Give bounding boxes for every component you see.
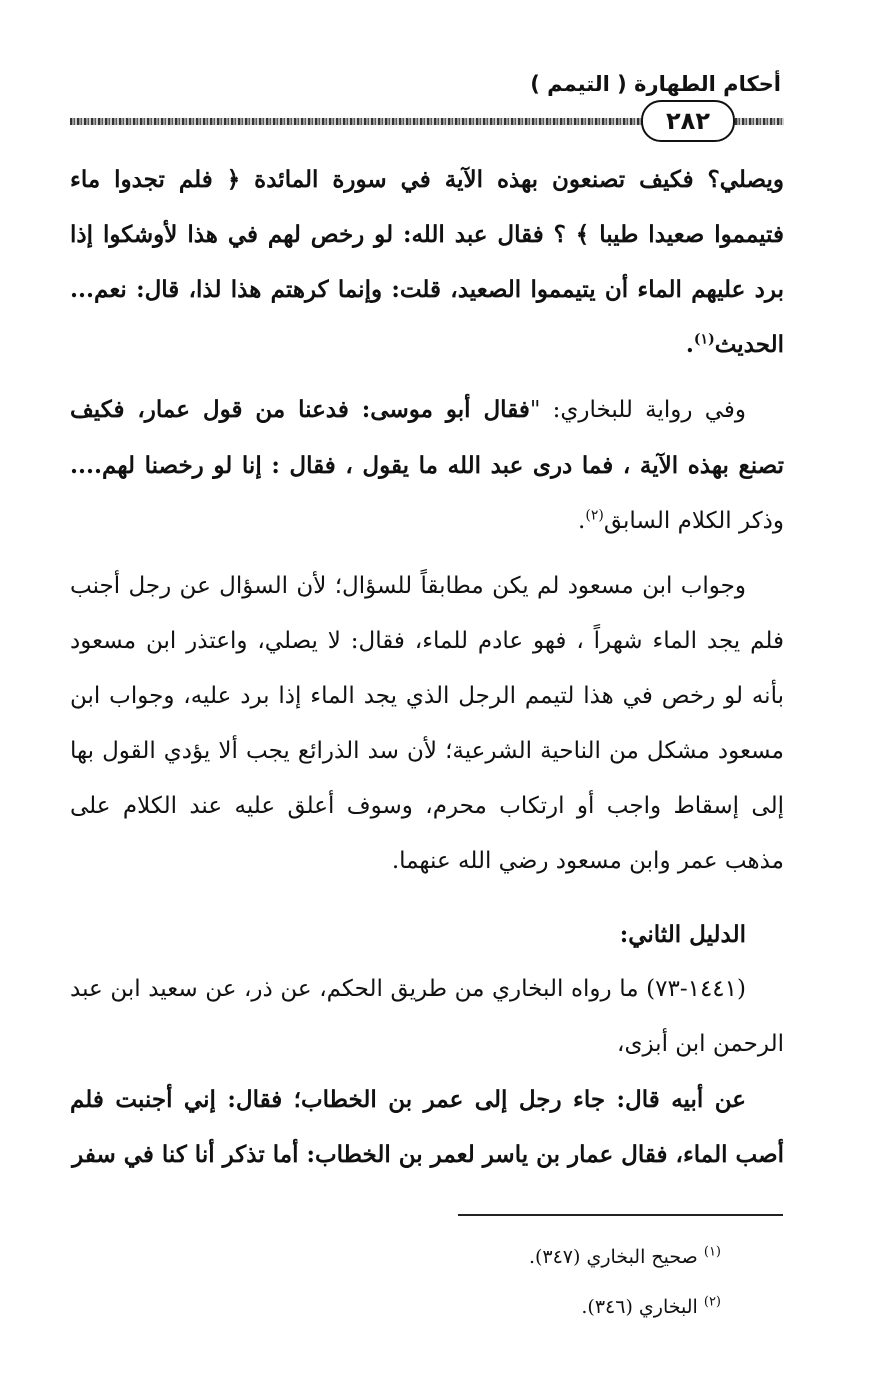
footnotes bbox=[529, 1232, 721, 1332]
footnote-marker: (١) bbox=[703, 1244, 721, 1260]
paragraph-hadith-text: عن أبيه قال: جاء رجل إلى عمر بن الخطاب؛ فقال: إني أجنبت فلم أصب الماء، فقال عمار بن ياسر لعمر بن الخطاب: أما تذكر أنا كنا في سفر bbox=[70, 1086, 784, 1168]
paragraph-hadith-continuation: ويصلي؟ فكيف تصنعون بهذه الآية في سورة المائدة ﴿ فلم تجدوا ماء فتيمموا صعيدا طيبا ﴾ ؟ فقال عبد الله: لو رخص لهم في هذا لأوشكوا إذا برد عليهم الماء أن يتيمموا الصعيد، قلت: وإنما كرهتم هذا لذا، قال: نعم... الحديث$^{(١)}$. bbox=[70, 166, 784, 358]
paragraph-isnad: (١٤٤١-٧٣) ما رواه البخاري من طريق الحكم، عن ذر، عن سعيد ابن عبد الرحمن ابن أبزى، bbox=[70, 976, 784, 1057]
narration-quote: فقال أبو موسى: فدعنا من قول عمار، فكيف تصنع بهذه الآية ، فما درى عبد الله ما يقول ، فقال : إنا لو رخصنا لهم.... bbox=[70, 396, 784, 479]
narration-intro: وفي رواية للبخاري: " bbox=[529, 397, 746, 423]
footnote-1 bbox=[529, 1232, 721, 1282]
footnote-rule bbox=[458, 1214, 783, 1216]
paragraph-text: ويصلي؟ فكيف تصنعون بهذه الآية في سورة المائدة ﴿ فلم تجدوا ماء فتيمموا صعيدا طيبا ﴾ ؟ فقال عبد الله: لو رخص لهم في هذا لأوشكوا إذا برد عليهم الماء أن يتيمموا الصعيد، قلت: وإنما كرهتم هذا لذا، قال: نعم... الحديث bbox=[70, 166, 784, 358]
footnote-2 bbox=[529, 1282, 721, 1332]
main-text bbox=[70, 152, 784, 1182]
narration-tail: وذكر الكلام السابق bbox=[603, 508, 784, 534]
footnote-text: صحيح البخاري (٣٤٧). bbox=[528, 1246, 698, 1268]
section-heading: الدليل الثاني: bbox=[619, 921, 746, 948]
paragraph-bukhari-narration: وفي رواية للبخاري: "فقال أبو موسى: فدعنا من قول عمار، فكيف تصنع بهذه الآية ، فما درى عبد الله ما يقول ، فقال : إنا لو رخصنا لهم.... وذكر الكلام السابق$^{(٢)}$. bbox=[70, 396, 784, 534]
paragraph-commentary: وجواب ابن مسعود لم يكن مطابقاً للسؤال؛ لأن السؤال عن رجل أجنب فلم يجد الماء شهراً ، فهو عادم للماء، فقال: لا يصلي، واعتذر ابن مسعود بأنه لو رخص في هذا لتيمم الرجل الذي يجد الماء إذا برد عليه، وجواب ابن مسعود مشكل من الناحية الشرعية؛ لأن سد الذرائع يجب ألا يؤدي القول بها إلى إسقاط واجب أو ارتكاب محرم، وسوف أعلق عليه عند الكلام على مذهب عمر وابن مسعود رضي الله عنهما. bbox=[70, 573, 784, 874]
footnote-marker: (٢) bbox=[703, 1294, 721, 1310]
page-number: ٢٨٢ bbox=[641, 100, 735, 142]
footnote-text: البخاري (٣٤٦). bbox=[581, 1296, 698, 1318]
footnote-ref-2: (٢) bbox=[585, 507, 604, 524]
running-title: أحكام الطهارة ( التيمم ) bbox=[530, 72, 781, 96]
footnote-ref-1: (١) bbox=[693, 331, 715, 348]
